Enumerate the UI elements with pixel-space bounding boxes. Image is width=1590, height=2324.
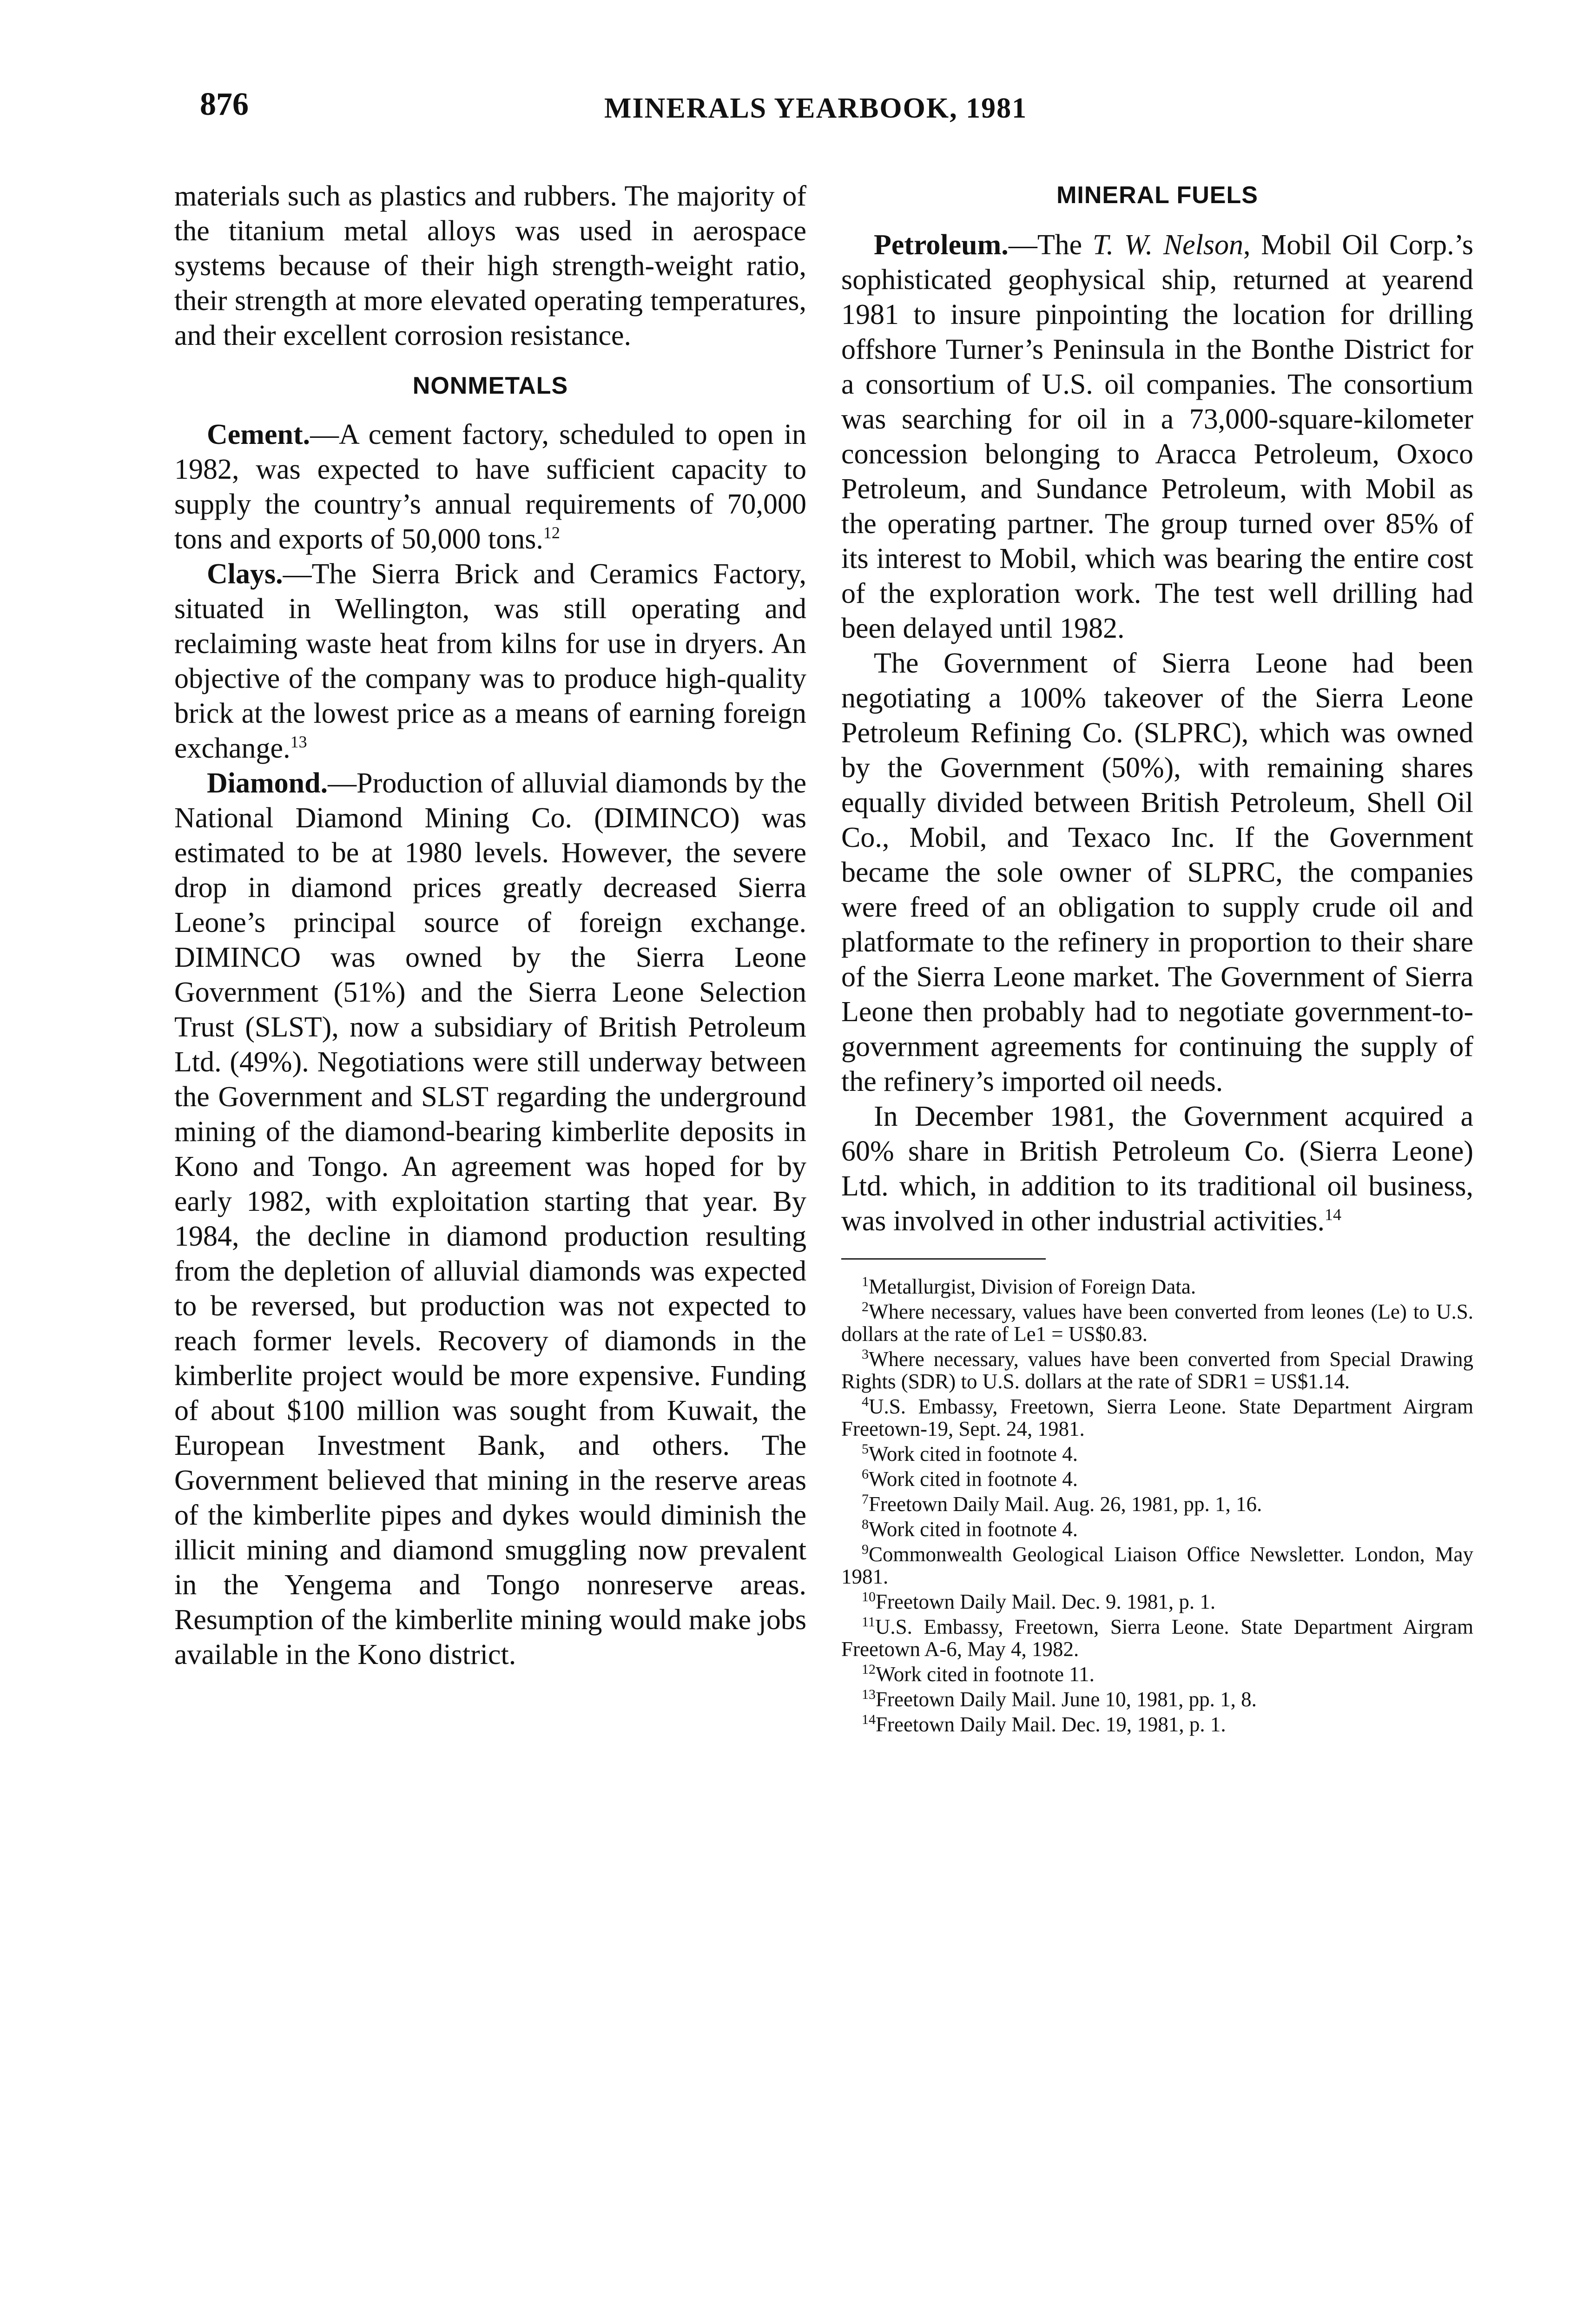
intro-paragraph: materials such as plastics and rubbers. The majority of the titanium metal alloys was used in aerospace systems because of their high strength-weight ratio, their strength at more elevated operating temperatures, and their excellent corrosion resistance. — [174, 180, 806, 351]
footnote — [841, 1518, 1473, 1540]
footnote-ref-14: 14 — [1325, 1205, 1342, 1224]
footnote-ref-12: 12 — [543, 523, 560, 542]
footnote-text: Work cited in footnote 4. — [869, 1518, 1078, 1541]
footnotes — [841, 1275, 1473, 1736]
bp-share-paragraph — [841, 1099, 1473, 1239]
footnote — [841, 1591, 1473, 1613]
footnote-number: 5 — [862, 1441, 869, 1457]
footnote-text: Work cited in footnote 4. — [869, 1467, 1078, 1491]
clays-paragraph — [174, 557, 806, 766]
footnote — [841, 1468, 1473, 1490]
ship-name: T. W. Nelson — [1092, 229, 1244, 261]
footnote-number: 10 — [862, 1589, 876, 1604]
footnote-number: 14 — [862, 1712, 876, 1727]
cement-text: —A cement factory, scheduled to open in 1982, was expected to have sufficient capacity to supply the country’s annual requirements of 70,000 tons and exports of 50,000 tons. — [174, 419, 806, 555]
footnote — [841, 1616, 1473, 1660]
footnote-text: Freetown Daily Mail. Dec. 9. 1981, p. 1. — [876, 1590, 1216, 1613]
footnote — [841, 1443, 1473, 1465]
clays-lead: Clays. — [207, 558, 283, 590]
footnote-text: Metallurgist, Division of Foreign Data. — [869, 1275, 1196, 1298]
footnote — [841, 1348, 1473, 1393]
footnote — [841, 1543, 1473, 1588]
footnote-text: Where necessary, values have been converted from leones (Le) to U.S. dollars at the rate of Le1 = US$0.83. — [841, 1300, 1473, 1346]
diamond-lead: Diamond. — [207, 767, 328, 799]
footnote-text: Commonwealth Geological Liaison Office Newsletter. London, May 1981. — [841, 1543, 1473, 1588]
footnote — [841, 1688, 1473, 1710]
petroleum-paragraph — [841, 228, 1473, 646]
cement-paragraph — [174, 417, 806, 557]
footnote-number: 4 — [862, 1394, 869, 1409]
footnote-text: U.S. Embassy, Freetown, Sierra Leone. State Department Airgram Freetown A-6, May 4, 1982. — [841, 1615, 1473, 1661]
footnote-number: 9 — [862, 1542, 869, 1557]
footnote-number: 12 — [862, 1662, 876, 1677]
footnote-text: Work cited in footnote 11. — [876, 1663, 1095, 1686]
footnote-ref-13: 13 — [290, 733, 307, 751]
right-column — [841, 181, 1473, 1738]
footnote — [841, 1663, 1473, 1685]
footnote-text: U.S. Embassy, Freetown, Sierra Leone. State Department Airgram Freetown-19, Sept. 24, 1981. — [841, 1395, 1473, 1440]
diamond-text: —Production of alluvial diamonds by the National Diamond Mining Co. (DIMINCO) was estimated to be at 1980 levels. However, the severe drop in diamond prices greatly decreased Sierra Leone’s principal source of foreign exchange. DIMINCO was owned by the Sierra Leone Government (51%) and the Sierra Leone Selection Trust (SLST), now a subsidiary of British Petroleum Ltd. (49%). Negotiations were still underway between the Government and SLST regarding the underground mining of the diamond-bearing kimberlite deposits in Kono and Tongo. An agreement was hoped for by early 1982, with exploitation starting that year. By 1984, the decline in diamond production resulting from the depletion of alluvial diamonds was expected to be reversed, but production was not expected to reach former levels. Recovery of diamonds in the kimberlite project would be more expensive. Funding of about $100 million was sought from Kuwait, the European Investment Bank, and others. The Government believed that mining in the reserve areas of the kimberlite pipes and dykes would diminish the illicit mining and diamond smuggling now prevalent in the Yengema and Tongo nonreserve areas. Resumption of the kimberlite mining would make jobs available in the Kono district. — [174, 767, 806, 1670]
footnote-text: Where necessary, values have been converted from Special Drawing Rights (SDR) to U.S. dollars at the rate of SDR1 = US$1.14. — [841, 1347, 1473, 1393]
footnote — [841, 1395, 1473, 1440]
footnote — [841, 1713, 1473, 1736]
footnote-number: 3 — [862, 1347, 869, 1362]
clays-text: —The Sierra Brick and Ceramics Factory, situated in Wellington, was still operating and reclaiming waste heat from kilns for use in dryers. An objective of the company was to produce high-quality brick at the lowest price as a means of earning foreign exchange. — [174, 558, 806, 764]
footnote-number: 8 — [862, 1517, 869, 1532]
footnote-number: 13 — [862, 1687, 876, 1702]
footnote-divider — [841, 1258, 1046, 1260]
footnote-number: 2 — [862, 1299, 869, 1314]
running-head: MINERALS YEARBOOK, 1981 — [604, 92, 1028, 124]
footnote-number: 11 — [862, 1614, 875, 1630]
section-heading-nonmetals: NONMETALS — [412, 372, 568, 399]
footnote-number: 6 — [862, 1466, 869, 1482]
footnote-text: Freetown Daily Mail. Aug. 26, 1981, pp. 1, 16. — [869, 1492, 1262, 1516]
page-number: 876 — [200, 86, 249, 122]
petroleum-text-after: , Mobil Oil Corp.’s sophisticated geophysical ship, returned at yearend 1981 to insure pinpointing the location for drilling offshore Turner’s Peninsula in the Bonthe District for a consortium of U.S. oil companies. The consortium was searching for oil in a 73,000-square-kilometer concession belonging to Aracca Petroleum, Oxoco Petroleum, and Sundance Petroleum, with Mobil as the operating partner. The group turned over 85% of its interest to Mobil, which was bearing the entire cost of the exploration work. The test well drilling had been delayed until 1982. — [841, 229, 1473, 644]
left-column — [174, 179, 806, 1672]
cement-lead: Cement. — [207, 419, 310, 450]
footnote — [841, 1275, 1473, 1298]
section-heading-mineral-fuels: MINERAL FUELS — [1056, 182, 1258, 209]
petroleum-lead: Petroleum. — [874, 229, 1009, 261]
bp-share-text: In December 1981, the Government acquired a 60% share in British Petroleum Co. (Sierra Leone) Ltd. which, in addition to its traditional oil business, was involved in other industrial activities. — [841, 1101, 1473, 1237]
footnote-text: Work cited in footnote 4. — [869, 1442, 1078, 1466]
diamond-paragraph — [174, 766, 806, 1672]
petroleum-text-before: —The — [1008, 229, 1093, 261]
footnote-number: 1 — [862, 1274, 869, 1289]
footnote-text: Freetown Daily Mail. June 10, 1981, pp. 1, 8. — [876, 1688, 1257, 1711]
slprc-paragraph: The Government of Sierra Leone had been negotiating a 100% takeover of the Sierra Leone Petroleum Refining Co. (SLPRC), which was owned by the Government (50%), with remaining shares equally divided between British Petroleum, Shell Oil Co., Mobil, and Texaco Inc. If the Government became the sole owner of SLPRC, the companies were freed of an obligation to supply crude oil and platformate to the refinery in proportion to their share of the Sierra Leone market. The Government of Sierra Leone then probably had to negotiate government-to-government agreements for continuing the supply of the refinery’s imported oil needs. — [841, 647, 1473, 1097]
footnote-text: Freetown Daily Mail. Dec. 19, 1981, p. 1. — [876, 1713, 1226, 1736]
footnote-number: 7 — [862, 1492, 869, 1507]
footnote — [841, 1301, 1473, 1345]
footnote — [841, 1493, 1473, 1515]
